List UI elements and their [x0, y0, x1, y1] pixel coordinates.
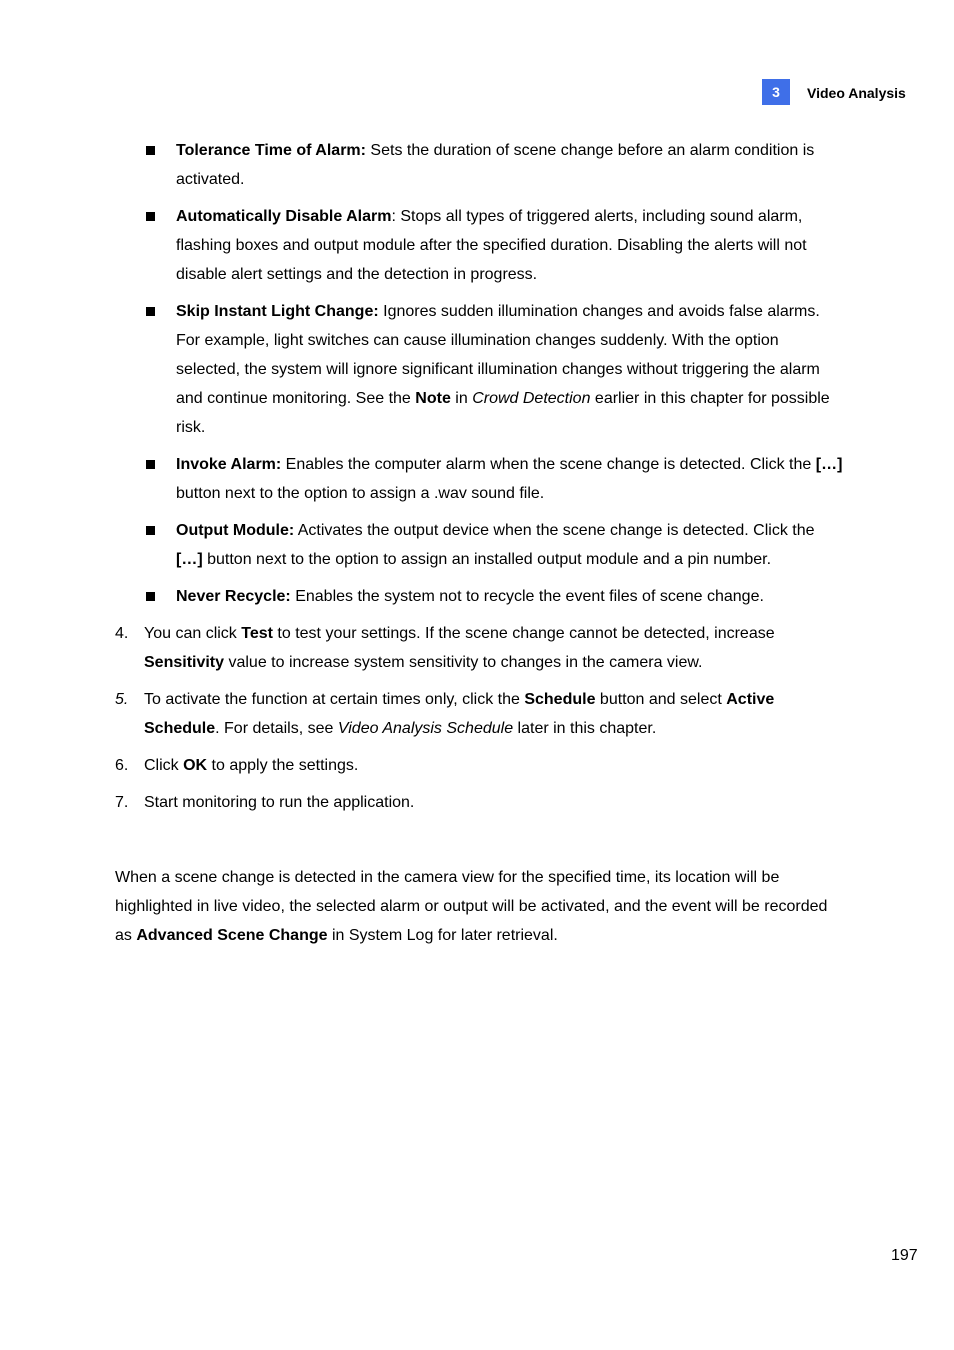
step-6: [115, 751, 844, 780]
step-text: button and select: [595, 691, 727, 708]
bullet-tolerance-time: [176, 136, 844, 194]
bullet-text: : Stops all types of triggered alerts, including sound alarm, flashing boxes and output module after the specified duration. Disabling the alerts will not disable alert settings and the detection in progress.: [176, 208, 807, 283]
chapter-number-badge: 3: [762, 79, 790, 105]
step-number: 7.: [115, 794, 129, 811]
step-5: [115, 685, 844, 743]
sensitivity-ref: Sensitivity: [144, 654, 225, 671]
ellipsis-button-ref: […]: [815, 456, 843, 473]
bullet-text: Enables the system not to recycle the event files of scene change.: [290, 588, 764, 605]
step-text: to apply the settings.: [207, 757, 359, 774]
step-text: To activate the function at certain times only, click the: [144, 691, 525, 708]
square-bullet-icon: [146, 146, 155, 155]
page-number: 197: [891, 1247, 918, 1264]
ok-ref: OK: [183, 757, 208, 774]
page-header: [762, 79, 906, 105]
bullet-text: Enables the computer alarm when the scene change is detected. Click the: [281, 456, 816, 473]
bullet-text: in: [450, 390, 473, 407]
bullet-invoke-alarm: [176, 450, 844, 508]
step-text: You can click: [144, 625, 242, 642]
step-number: 4.: [115, 625, 129, 642]
schedule-ref: Schedule: [524, 691, 596, 708]
square-bullet-icon: [146, 307, 155, 316]
bullet-skip-light-change: [176, 297, 844, 442]
step-text: value to increase system sensitivity to changes in the camera view.: [224, 654, 703, 671]
step-text: Start monitoring to run the application.: [144, 794, 415, 811]
bullet-never-recycle: [176, 582, 844, 611]
bullet-text: button next to the option to assign an installed output module and a pin number.: [202, 551, 772, 568]
bullet-term: Skip Instant Light Change:: [176, 303, 379, 320]
bullet-text: Activates the output device when the scene change is detected. Click the: [294, 522, 815, 539]
square-bullet-icon: [146, 460, 155, 469]
step-text: to test your settings. If the scene change cannot be detected, increase: [272, 625, 775, 642]
step-7: [115, 788, 844, 817]
active-schedule-ref: Active Schedule: [144, 691, 775, 737]
summary-paragraph: [115, 863, 839, 950]
step-text: later in this chapter.: [513, 720, 657, 737]
square-bullet-icon: [146, 526, 155, 535]
square-bullet-icon: [146, 592, 155, 601]
step-text: Click: [144, 757, 184, 774]
test-ref: Test: [241, 625, 273, 642]
page-content: [0, 136, 954, 950]
bullet-text: Sets the duration of scene change before an alarm condition is activated.: [176, 142, 815, 188]
bullet-term: Tolerance Time of Alarm:: [176, 142, 366, 159]
note-ref: Note: [415, 390, 451, 407]
bullet-term: Invoke Alarm:: [176, 456, 282, 473]
bullet-output-module: [176, 516, 844, 574]
bullet-text: Ignores sudden illumination changes and avoids false alarms. For example, light switches can cause illumination changes suddenly. With the option selected, the system will ignore significant illumination changes without triggering the alarm and continue monitoring. See the: [176, 303, 820, 407]
paragraph-text: in System Log for later retrieval.: [327, 927, 558, 944]
step-number: 6.: [115, 757, 129, 774]
advanced-scene-change-ref: Advanced Scene Change: [136, 927, 328, 944]
bullet-term: Automatically Disable Alarm: [176, 208, 392, 225]
paragraph-text: When a scene change is detected in the camera view for the specified time, its location will be highlighted in live video, the selected alarm or output will be activated, and the event will be recorded as: [115, 869, 828, 944]
bullet-auto-disable: [176, 202, 844, 289]
step-4: [115, 619, 844, 677]
bullet-term: Output Module:: [176, 522, 295, 539]
bullet-text: earlier in this chapter for possible risk.: [176, 390, 830, 436]
chapter-title: Video Analysis: [807, 85, 906, 101]
crowd-detection-ref: Crowd Detection: [472, 390, 591, 407]
step-number: 5.: [115, 691, 129, 708]
video-analysis-schedule-ref: Video Analysis Schedule: [337, 720, 514, 737]
bullet-term: Never Recycle:: [176, 588, 291, 605]
ellipsis-button-ref: […]: [176, 551, 203, 568]
bullet-text: button next to the option to assign a .wav sound file.: [176, 485, 545, 502]
square-bullet-icon: [146, 212, 155, 221]
step-text: . For details, see: [215, 720, 338, 737]
